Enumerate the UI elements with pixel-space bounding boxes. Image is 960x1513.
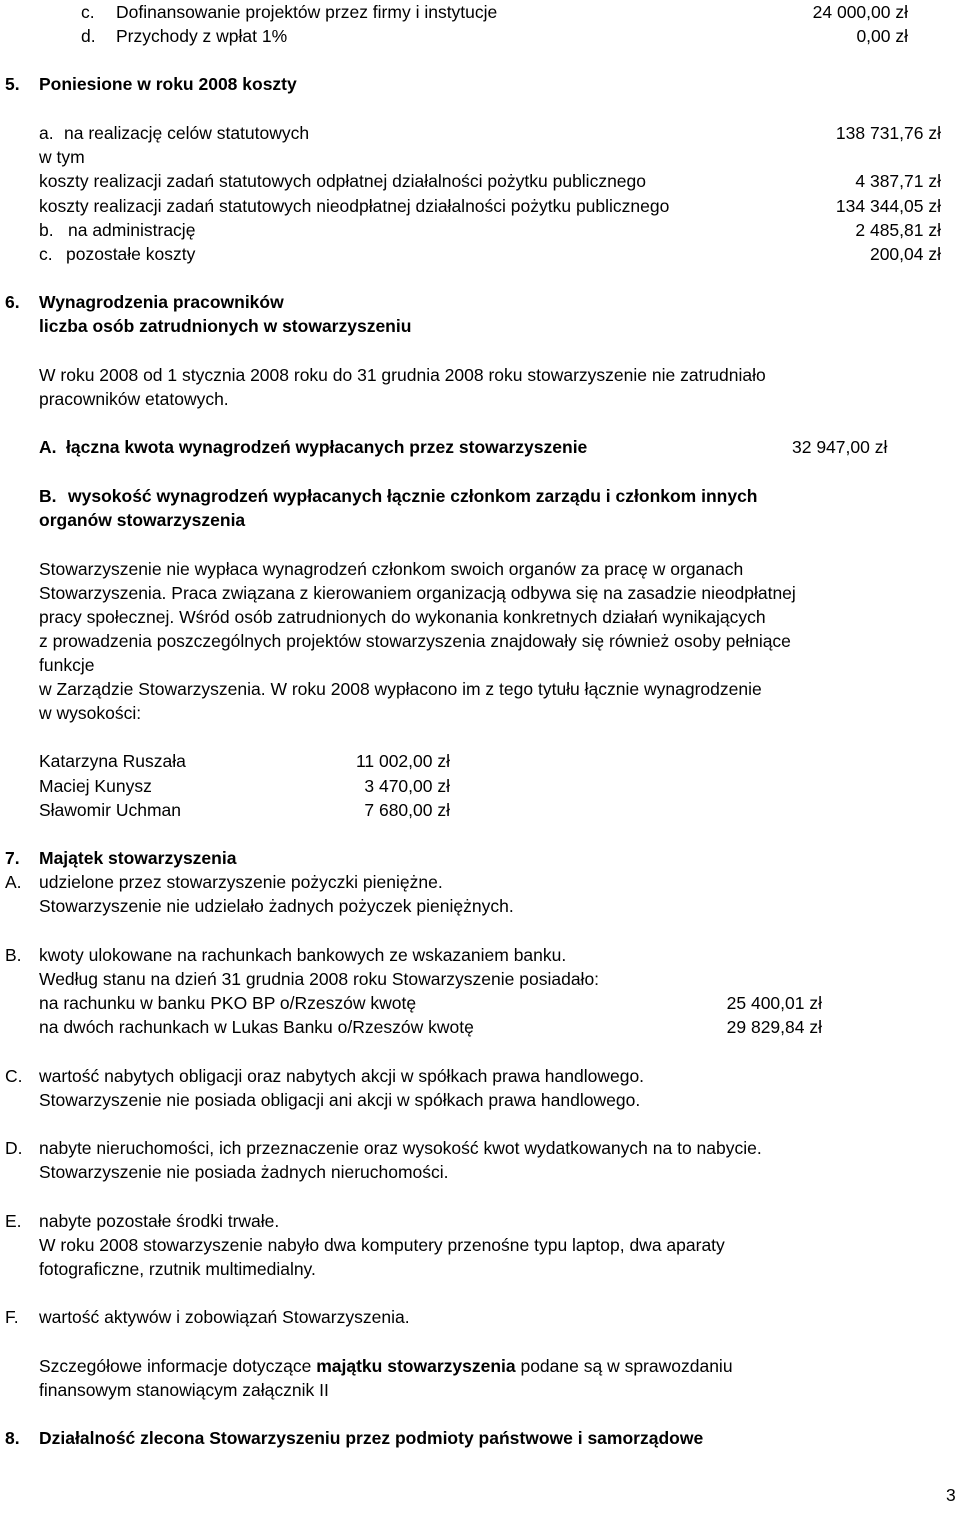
person-name: Maciej Kunysz	[39, 776, 152, 796]
paragraph-line: w wysokości:	[39, 703, 142, 723]
item-heading: wartość nabytych obligacji oraz nabytych akcji w spółkach prawa handlowego.	[39, 1066, 645, 1086]
list-marker: a.	[39, 123, 54, 143]
income-1percent-value: 0,00 zł	[856, 26, 908, 46]
costs-admin-label: na administrację	[68, 220, 196, 240]
person-amount: 7 680,00 zł	[364, 800, 450, 820]
list-marker: d.	[81, 26, 96, 46]
costs-other-value: 200,04 zł	[869, 244, 941, 264]
list-marker: B.	[39, 486, 57, 506]
assets-note-bold: majątku stowarzyszenia	[316, 1356, 516, 1376]
paragraph-line: W roku 2008 od 1 stycznia 2008 roku do 31 grudnia 2008 roku stowarzyszenie nie zatrudniało	[39, 365, 766, 385]
costs-admin-value: 2 485,81 zł	[855, 220, 941, 240]
total-salaries-label: łączna kwota wynagrodzeń wypłacanych przez stowarzyszenie	[66, 437, 588, 457]
list-marker: E.	[5, 1211, 22, 1231]
bank-account-value: 29 829,84 zł	[726, 1017, 822, 1037]
board-salaries-label-cont: organów stowarzyszenia	[39, 510, 246, 530]
list-marker: A.	[39, 437, 57, 457]
section-number: 5.	[5, 74, 20, 94]
income-cofinancing-value: 24 000,00 zł	[812, 2, 908, 22]
paragraph-line: pracowników etatowych.	[39, 389, 229, 409]
bank-account-value: 25 400,01 zł	[726, 993, 822, 1013]
section-6-subtitle: liczba osób zatrudnionych w stowarzyszeniu	[39, 316, 412, 336]
list-marker: A.	[5, 872, 22, 892]
item-text: fotograficzne, rzutnik multimedialny.	[39, 1259, 316, 1279]
list-marker: F.	[5, 1307, 19, 1327]
paragraph-line: z prowadzenia poszczególnych projektów stowarzyszenia znajdowały się również osoby pełniące	[39, 631, 791, 651]
person-name: Katarzyna Ruszała	[39, 751, 186, 771]
costs-statutory-value: 138 731,76 zł	[835, 123, 941, 143]
item-text: Według stanu na dzień 31 grudnia 2008 roku Stowarzyszenie posiadało:	[39, 969, 600, 989]
section-8-title: Działalność zlecona Stowarzyszeniu przez podmioty państwowe i samorządowe	[39, 1428, 704, 1448]
in-which-label: w tym	[39, 147, 85, 167]
person-name: Sławomir Uchman	[39, 800, 181, 820]
section-number: 7.	[5, 848, 20, 868]
item-heading: nabyte nieruchomości, ich przeznaczenie oraz wysokość kwot wydatkowanych na to nabycie.	[39, 1138, 762, 1158]
costs-paid-value: 4 387,71 zł	[855, 171, 941, 191]
section-7-title: Majątek stowarzyszenia	[39, 848, 237, 868]
list-marker: c.	[39, 244, 53, 264]
costs-unpaid-label: koszty realizacji zadań statutowych nieodpłatnej działalności pożytku publicznego	[39, 196, 670, 216]
paragraph-line: funkcje	[39, 655, 95, 675]
item-heading: udzielone przez stowarzyszenie pożyczki pieniężne.	[39, 872, 443, 892]
assets-note-cont: finansowym stanowiącym załącznik II	[39, 1380, 329, 1400]
paragraph-line: Stowarzyszenia. Praca związana z kierowaniem organizacją odbywa się na zasadzie nieodpłatnej	[39, 583, 796, 603]
costs-statutory-label: na realizację celów statutowych	[64, 123, 310, 143]
costs-other-label: pozostałe koszty	[66, 244, 196, 264]
costs-unpaid-value: 134 344,05 zł	[835, 196, 941, 216]
paragraph-line: pracy społecznej. Wśród osób zatrudnionych do wykonania konkretnych działań wynikających	[39, 607, 766, 627]
list-marker: c.	[81, 2, 95, 22]
paragraph-line: w Zarządzie Stowarzyszenia. W roku 2008 wypłacono im z tego tytułu łącznie wynagrodzenie	[39, 679, 762, 699]
bank-account-label: na rachunku w banku PKO BP o/Rzeszów kwotę	[39, 993, 417, 1013]
item-heading: wartość aktywów i zobowiązań Stowarzyszenia.	[39, 1307, 410, 1327]
income-1percent-label: Przychody z wpłat 1%	[116, 26, 288, 46]
bank-account-label: na dwóch rachunkach w Lukas Banku o/Rzeszów kwotę	[39, 1017, 474, 1037]
item-text: Stowarzyszenie nie posiada obligacji ani akcji w spółkach prawa handlowego.	[39, 1090, 641, 1110]
section-6-title: Wynagrodzenia pracowników	[39, 292, 284, 312]
assets-note-post: podane są w sprawozdaniu	[515, 1356, 733, 1376]
paragraph-line: Stowarzyszenie nie wypłaca wynagrodzeń członkom swoich organów za pracę w organach	[39, 559, 744, 579]
item-text: Stowarzyszenie nie posiada żadnych nieruchomości.	[39, 1162, 449, 1182]
person-amount: 11 002,00 zł	[355, 751, 450, 771]
list-marker: b.	[39, 220, 54, 240]
item-heading: nabyte pozostałe środki trwałe.	[39, 1211, 280, 1231]
item-heading: kwoty ulokowane na rachunkach bankowych ze wskazaniem banku.	[39, 945, 567, 965]
list-marker: D.	[5, 1138, 23, 1158]
section-number: 8.	[5, 1428, 20, 1448]
item-text: W roku 2008 stowarzyszenie nabyło dwa komputery przenośne typu laptop, dwa aparaty	[39, 1235, 725, 1255]
list-marker: B.	[5, 945, 22, 965]
board-salaries-label: wysokość wynagrodzeń wypłacanych łącznie członkom zarządu i członkom innych	[68, 486, 758, 506]
item-text: Stowarzyszenie nie udzielało żadnych pożyczek pieniężnych.	[39, 896, 514, 916]
income-cofinancing-label: Dofinansowanie projektów przez firmy i instytucje	[116, 2, 498, 22]
list-marker: C.	[5, 1066, 23, 1086]
section-number: 6.	[5, 292, 20, 312]
total-salaries-value: 32 947,00 zł	[792, 437, 888, 457]
assets-note-pre: Szczegółowe informacje dotyczące	[39, 1356, 317, 1376]
person-amount: 3 470,00 zł	[364, 776, 450, 796]
assets-note	[39, 1355, 733, 1377]
section-5-title: Poniesione w roku 2008 koszty	[39, 74, 297, 94]
costs-paid-label: koszty realizacji zadań statutowych odpłatnej działalności pożytku publicznego	[39, 171, 647, 191]
page-number: 3	[946, 1485, 956, 1505]
